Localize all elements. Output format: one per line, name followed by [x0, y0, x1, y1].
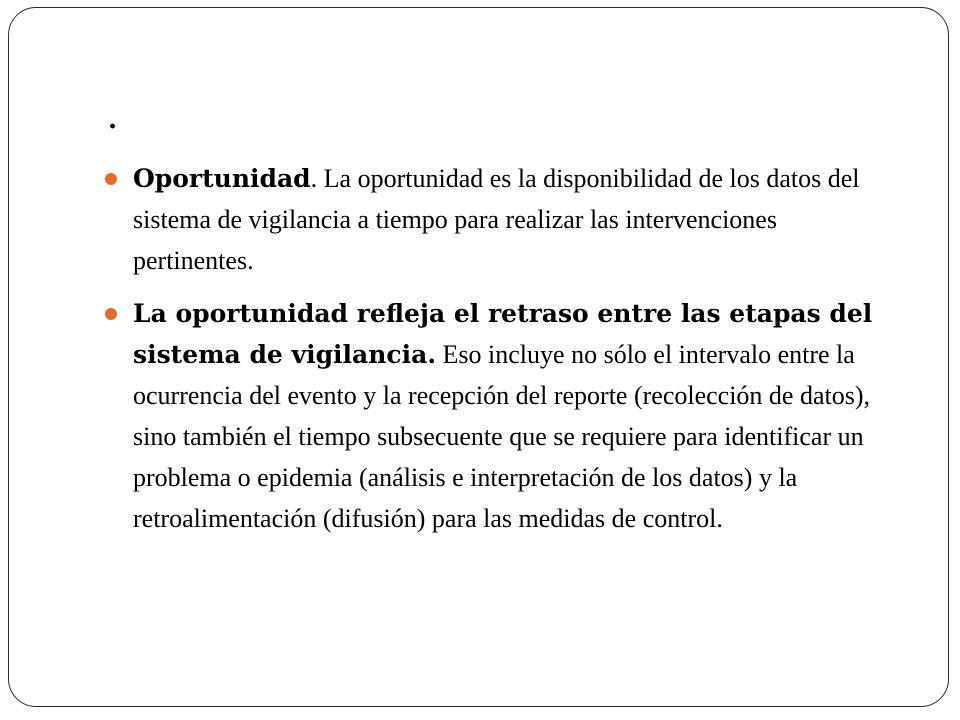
bullet-dot-icon — [105, 173, 117, 185]
bullet-item-retraso — [105, 293, 885, 539]
bullet-text: Eso incluye no sólo el intervalo entre la ocurrencia del evento y la recepción del reporte (recolección de datos), sino también el tiempo subsecuente que se requiere para identificar un problema o epidemia (análisis e interpretación de los datos) y la retroalimentación (difusión) para las medidas de control. — [133, 340, 871, 533]
bullet-text: . La oportunidad es la disponibilidad de los datos del sistema de vigilancia a tiempo para realizar las intervenciones pertinentes. — [133, 164, 860, 275]
bullet-dot-icon — [105, 308, 117, 320]
bullet-list — [105, 158, 885, 539]
bullet-item-oportunidad — [105, 158, 885, 281]
bullet-lead: Oportunidad — [133, 164, 311, 193]
slide-title: . — [108, 105, 118, 135]
bullet-lead: La oportunidad refleja el retraso entre las etapas del sistema de vigilancia. — [133, 299, 873, 369]
